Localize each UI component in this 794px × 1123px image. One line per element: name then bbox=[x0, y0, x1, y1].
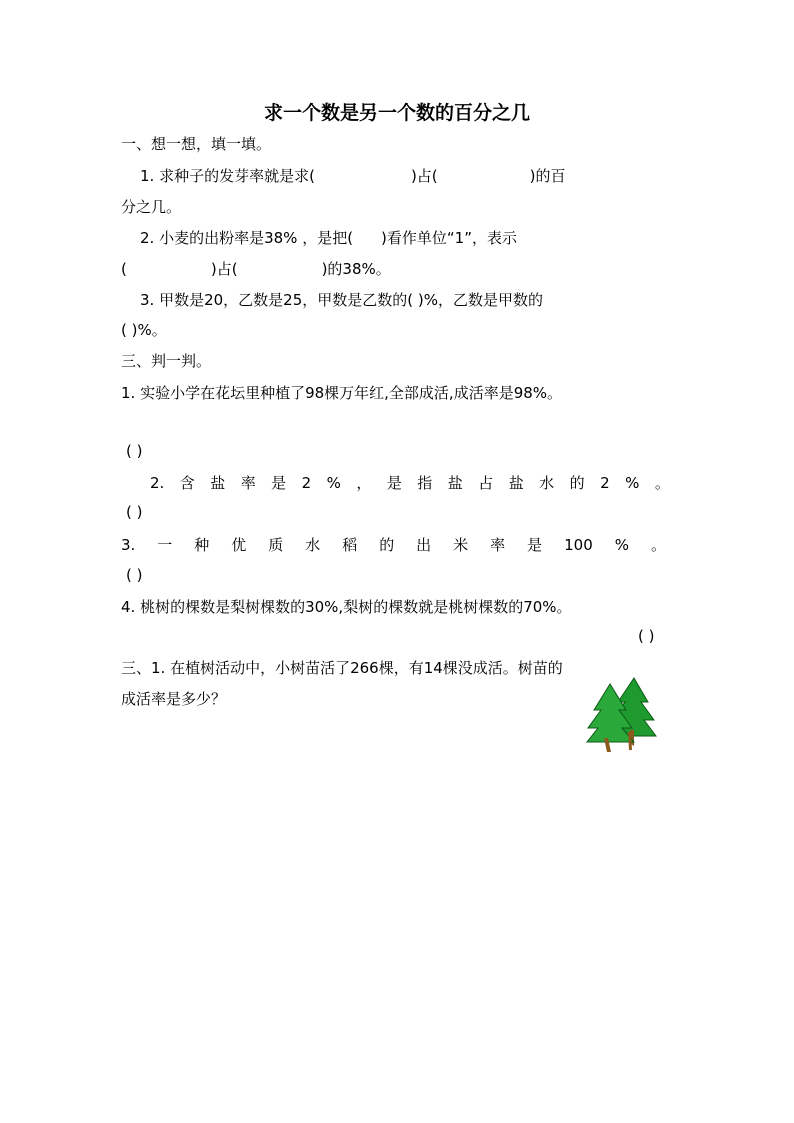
judge-2-char: 盐 bbox=[210, 474, 226, 492]
judge-2-char: 2 bbox=[600, 474, 610, 492]
question-1-line-1 bbox=[140, 166, 566, 186]
question-3-line-2: ( )%。 bbox=[121, 321, 167, 339]
judge-3-char: 水 bbox=[305, 536, 321, 554]
judge-2-char: 的 bbox=[569, 474, 585, 492]
judge-2-char: 是 bbox=[271, 474, 287, 492]
judge-2-char: 水 bbox=[539, 474, 555, 492]
judge-3-char: 。 bbox=[650, 536, 666, 554]
pine-trees-icon bbox=[584, 672, 684, 752]
q2-text-d: )占( bbox=[210, 260, 238, 278]
judge-2-answer-blank[interactable]: ( ) bbox=[126, 503, 143, 521]
judge-2-char: 盐 bbox=[447, 474, 463, 492]
judge-3-char: 米 bbox=[453, 536, 469, 554]
judge-2-char: % bbox=[625, 474, 640, 492]
judge-3-char: 一 bbox=[157, 536, 173, 554]
judge-3-answer-blank[interactable]: ( ) bbox=[126, 566, 143, 584]
judge-2-char: 是 bbox=[386, 474, 402, 492]
judge-3-char: 出 bbox=[416, 536, 432, 554]
judge-2-char: ， bbox=[356, 474, 372, 492]
q2-text-b: )看作单位“1”，表示 bbox=[381, 229, 517, 247]
judge-3-char: 稻 bbox=[342, 536, 358, 554]
section2-heading: 三、判一判。 bbox=[121, 352, 212, 370]
judge-2-char: 含 bbox=[179, 474, 195, 492]
judge-3-char: 种 bbox=[194, 536, 210, 554]
page-title: 求一个数是另一个数的百分之几 bbox=[263, 102, 530, 124]
q1-text-b: )占( bbox=[410, 167, 438, 185]
judge-2-char: 指 bbox=[417, 474, 433, 492]
q2-text-a: 2. 小麦的出粉率是38% ，是把( bbox=[140, 229, 354, 247]
judge-3-char: 100 bbox=[564, 536, 593, 554]
judge-2-char: % bbox=[326, 474, 341, 492]
section1-heading: 一、想一想，填一填。 bbox=[121, 135, 272, 153]
judge-2-char: 率 bbox=[240, 474, 256, 492]
q1-text-c: )的百 bbox=[529, 167, 566, 185]
problem-1-line-2: 成活率是多少？ bbox=[121, 690, 227, 708]
question-2-line-1 bbox=[140, 228, 517, 248]
problem-1-line-1: 三、1. 在植树活动中，小树苗活了266棵，有14棵没成活。树苗的 bbox=[121, 659, 563, 677]
judge-2 bbox=[150, 473, 670, 493]
question-3-line-1: 3. 甲数是20，乙数是25，甲数是乙数的( )%，乙数是甲数的 bbox=[140, 291, 543, 309]
question-2-line-2 bbox=[121, 259, 391, 279]
q2-text-c: ( bbox=[121, 260, 127, 278]
judge-4-answer-blank[interactable]: ( ) bbox=[638, 627, 655, 645]
judge-1: 1. 实验小学在花坛里种植了98棵万年红,全部成活,成活率是98%。 bbox=[121, 384, 563, 402]
judge-3-char: 质 bbox=[268, 536, 284, 554]
judge-3-char: 3. bbox=[121, 536, 136, 554]
judge-4: 4. 桃树的棵数是梨树棵数的30%,梨树的棵数就是桃树棵数的70%。 bbox=[121, 598, 572, 616]
judge-3-char: % bbox=[614, 536, 629, 554]
judge-3-char: 的 bbox=[379, 536, 395, 554]
judge-2-char: 占 bbox=[478, 474, 494, 492]
judge-2-char: 盐 bbox=[508, 474, 524, 492]
judge-2-char: 2 bbox=[301, 474, 312, 492]
judge-3-char: 率 bbox=[490, 536, 506, 554]
judge-2-char: 2. bbox=[150, 474, 165, 492]
judge-3 bbox=[121, 535, 666, 555]
judge-3-char: 是 bbox=[527, 536, 543, 554]
question-1-line-2: 分之几。 bbox=[121, 198, 182, 216]
q1-text-a: 1. 求种子的发芽率就是求( bbox=[140, 167, 315, 185]
q2-text-e: )的38%。 bbox=[321, 260, 391, 278]
judge-1-answer-blank[interactable]: ( ) bbox=[126, 442, 143, 460]
judge-2-char: 。 bbox=[654, 474, 670, 492]
judge-3-char: 优 bbox=[231, 536, 247, 554]
